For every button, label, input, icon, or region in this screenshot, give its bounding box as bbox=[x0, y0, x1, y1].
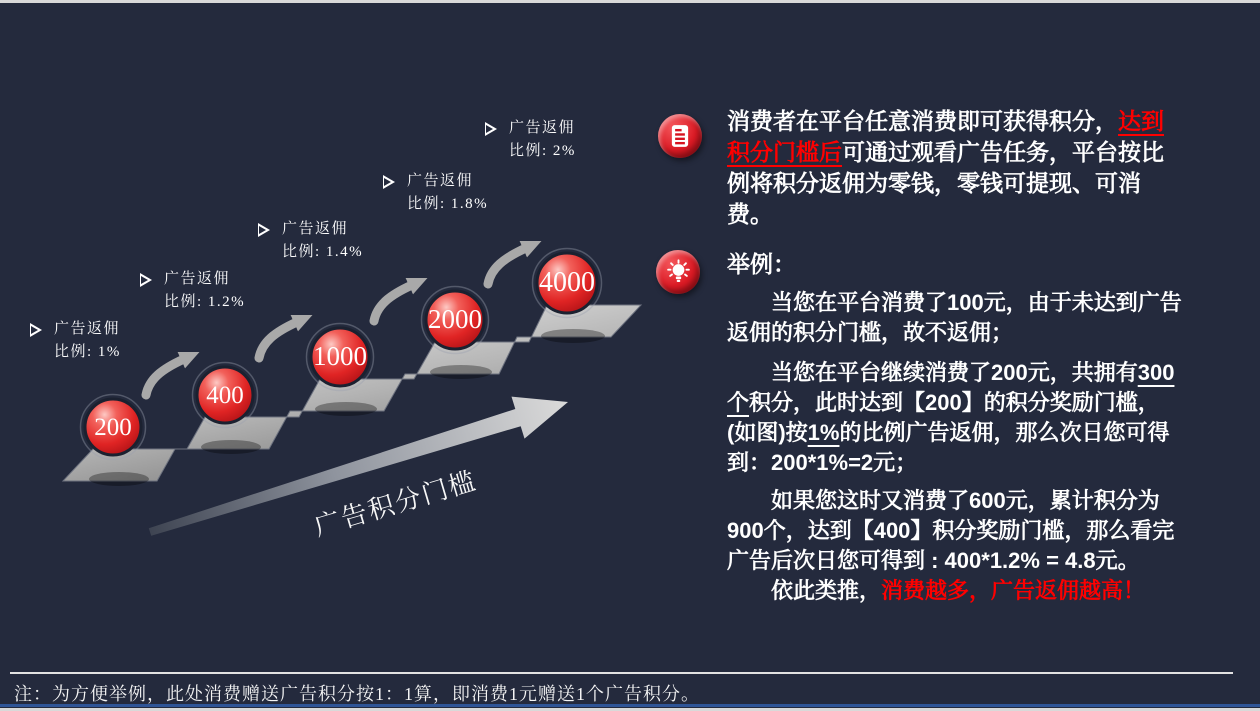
rate-callout-2 bbox=[140, 268, 245, 314]
intro-text bbox=[727, 106, 1182, 230]
intro-seg3: 可通过观看广告任务，平台按比例将积分返佣为零钱，零钱可提现、可消费。 bbox=[727, 139, 1164, 227]
example-heading: 举例： bbox=[727, 251, 796, 277]
sphere-value: 200 bbox=[94, 414, 132, 441]
curved-arrow-3 bbox=[374, 285, 412, 321]
underlined-value: 300个 bbox=[727, 360, 1175, 415]
rate-callout-text: 广告返佣 比例: 1.8% bbox=[407, 173, 489, 212]
points-sphere-2000 bbox=[422, 287, 489, 354]
points-sphere-200 bbox=[81, 395, 146, 460]
example-body bbox=[727, 288, 1182, 606]
rate-callout-5 bbox=[485, 117, 576, 163]
example-paragraph-2: 当您在平台继续消费了200元，共拥有300个积分，此时达到【200】的积分奖励门槛，(如图)按1%的比例广告返佣，那么次日您可得到：200*1%=2元； bbox=[727, 360, 1175, 475]
intro-seg1: 消费者在平台任意消费即可获得积分， bbox=[727, 108, 1118, 134]
intro-badge bbox=[658, 114, 702, 158]
footnote: 注：为方便举例，此处消费赠送广告积分按1：1算，即消费1元赠送1个广告积分。 bbox=[14, 684, 700, 704]
sphere-value: 4000 bbox=[539, 267, 595, 298]
curved-arrow-1 bbox=[146, 359, 184, 395]
points-sphere-400 bbox=[193, 363, 258, 428]
rate-callout-1 bbox=[30, 318, 121, 364]
underlined-value: 1% bbox=[807, 420, 840, 445]
footnote-separator-line bbox=[10, 672, 1233, 674]
conclusion-highlight: 消费越多，广告返佣越高！ bbox=[881, 578, 1146, 603]
threshold-arrow-label: 广告积分门槛 bbox=[310, 465, 481, 542]
bottom-blue-line bbox=[0, 704, 1260, 707]
lightbulb-icon bbox=[665, 259, 692, 286]
rate-callout-3 bbox=[258, 218, 363, 264]
intro-section bbox=[655, 106, 1190, 230]
arrowhead-bullet-icon bbox=[140, 273, 152, 287]
document-icon bbox=[667, 123, 693, 149]
rate-callout-4 bbox=[383, 170, 488, 216]
top-frame-line bbox=[0, 0, 1260, 3]
arrowhead-bullet-icon bbox=[383, 175, 395, 189]
arrowhead-bullet-icon bbox=[258, 223, 270, 237]
sphere-value: 1000 bbox=[313, 341, 367, 371]
points-sphere-1000 bbox=[307, 324, 374, 391]
rate-callout-text: 广告返佣 比例: 1% bbox=[54, 321, 121, 360]
intro-highlight: 达到积分门槛后 bbox=[727, 108, 1164, 165]
arrowhead-bullet-icon bbox=[485, 122, 497, 136]
points-sphere-4000 bbox=[533, 249, 602, 318]
example-paragraph-4: 依此类推，消费越多，广告返佣越高！ bbox=[771, 578, 1146, 603]
rate-callout-text: 广告返佣 比例: 1.2% bbox=[164, 271, 246, 310]
rate-callout-text: 广告返佣 比例: 1.4% bbox=[282, 221, 364, 260]
example-paragraph-1: 当您在平台消费了100元，由于未达到广告返佣的积分门槛，故不返佣； bbox=[727, 290, 1182, 345]
arrowhead-bullet-icon bbox=[30, 323, 42, 337]
sphere-value: 400 bbox=[206, 382, 244, 409]
example-badge bbox=[656, 250, 700, 294]
sphere-value: 2000 bbox=[428, 304, 482, 334]
example-section bbox=[655, 243, 1190, 606]
curved-arrow-4 bbox=[488, 248, 526, 284]
rate-callout-text: 广告返佣 比例: 2% bbox=[509, 120, 576, 159]
example-paragraph-3: 如果您这时又消费了600元，累计积分为900个，达到【400】积分奖励门槛，那么看完广告后次日您可得到 : 400*1.2% = 4.8元。 bbox=[727, 488, 1175, 573]
curved-arrow-2 bbox=[259, 322, 297, 358]
